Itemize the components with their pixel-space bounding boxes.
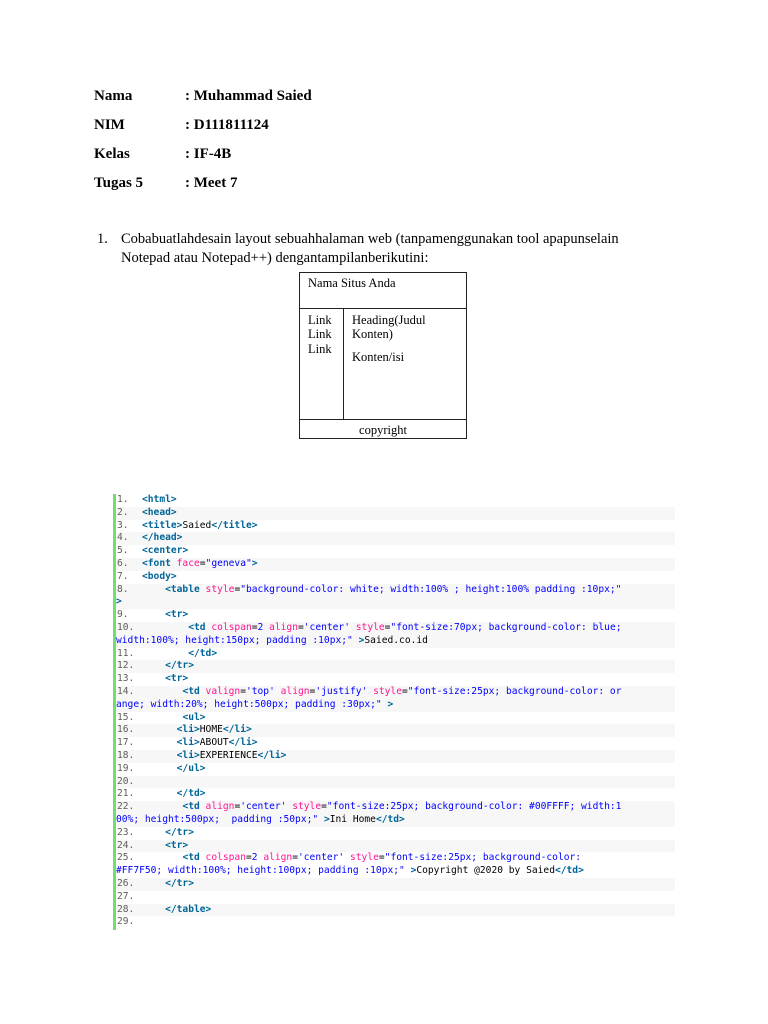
info-value-nama: : Muhammad Saied [185,88,312,104]
code-token: <tr> [165,839,189,851]
layout-figure-main [352,313,462,364]
code-token: <td [182,801,206,813]
code-token: = [240,686,246,697]
code-token: <table [165,583,206,595]
code-line [116,891,675,904]
code-line [116,520,675,533]
code-token: <td [188,622,212,633]
code-token: valign [205,686,241,697]
code-token [142,712,182,723]
code-token: align [269,622,298,633]
code-token: style [373,686,402,697]
question-text [121,230,641,268]
code-text [142,545,188,558]
code-token: <ul> [182,711,206,723]
code-line [116,673,675,686]
code-token: </title> [211,519,258,531]
code-text [142,878,194,891]
code-token: colspan [205,852,246,864]
code-token: = [251,622,258,633]
code-token: style [205,583,235,595]
code-line [116,507,675,520]
line-number: 15. [117,711,135,723]
code-token: Saied.co.id [364,634,428,646]
code-token: 2 [251,852,258,864]
line-number: 3. [117,519,129,531]
line-number: 4. [117,532,129,544]
info-value-kelas: : IF-4B [185,146,232,162]
code-token [142,673,165,684]
code-token: <html> [142,494,177,505]
code-token: </tr> [165,878,194,889]
code-text [142,763,206,776]
code-token: </li> [257,750,287,761]
code-line [116,737,675,750]
code-token: "geneva" [205,558,252,569]
code-token [142,763,177,774]
code-token: EXPERIENCE [199,750,258,761]
line-number: 29. [117,916,135,928]
code-token: > [387,698,394,710]
code-line [116,712,675,725]
line-number: 6. [117,558,129,569]
code-token: <li> [176,750,200,761]
code-token: > [116,596,122,608]
code-token: 'center' [303,622,350,633]
code-line [116,584,675,610]
code-token: </li> [228,737,258,749]
layout-figure-header-text: Nama Situs Anda [308,276,396,290]
question-line-1: Cobabuatlahdesain layout sebuahhalaman web (tanpamenggunakan tool apapunselain [121,231,619,247]
line-number: 17. [117,737,135,749]
info-value-nim: : D111811124 [185,117,269,133]
code-token: = [298,622,304,633]
code-line [116,916,675,929]
code-text [116,622,673,648]
code-text [116,852,673,878]
line-number: 24. [117,839,135,851]
code-token: </tr> [165,826,194,838]
code-text [142,494,177,507]
code-token: = [321,801,327,813]
code-token: style [292,801,322,813]
code-line [116,904,675,917]
code-line [116,494,675,507]
code-token: align [280,686,310,697]
code-token [142,660,165,671]
code-token [142,737,177,748]
code-token: > [251,558,258,569]
code-token: Saied [182,519,212,531]
code-token: </td> [375,813,405,825]
code-token: = [234,583,241,595]
code-token [142,750,177,761]
code-token [142,840,165,851]
code-token: style [355,622,385,633]
code-line [116,558,675,571]
code-token: 'center' [240,801,287,813]
line-number: 11. [117,647,135,659]
code-token: "font-size:25px; background-color: #FF7F50; width:100%; height:100px; padding :10px;" [116,852,582,877]
code-token: = [245,852,252,864]
line-number: 9. [117,609,129,621]
code-line [116,763,675,776]
code-line [116,571,675,584]
code-token [142,878,165,889]
info-value-tugas: : Meet 7 [185,175,238,191]
code-token: = [309,686,316,697]
code-token: 'top' [245,686,275,697]
line-number: 13. [117,673,135,685]
line-number: 1. [117,494,129,505]
code-token [142,852,182,863]
code-token: > [323,813,330,825]
code-text [142,571,177,584]
code-text [142,660,194,673]
code-token: <head> [142,506,177,518]
code-line [116,750,675,763]
code-text [142,840,188,853]
line-number: 25. [117,852,135,864]
code-token [142,622,188,633]
line-number: 21. [117,788,135,800]
line-number: 23. [117,826,135,838]
code-token: HOME [199,724,223,736]
code-token: align [263,852,293,864]
layout-figure-heading-2: Konten) [352,327,393,341]
code-text [142,648,217,661]
code-token: <tr> [165,673,189,685]
code-token: 'justify' [315,686,368,697]
code-token: > [358,634,365,646]
code-token: = [234,801,241,813]
code-text [142,750,286,763]
code-token: "font-size:25px; background-color: or ange; width:20%; height:500px; padding :30px;" [116,686,622,710]
line-number: 10. [117,622,135,633]
code-token: </tr> [165,660,194,672]
code-token: ABOUT [199,737,229,749]
code-line [116,532,675,545]
line-number: 14. [117,686,135,697]
code-token [142,801,182,812]
line-number: 20. [117,775,135,787]
info-label-kelas: Kelas [94,146,130,162]
code-token: </td> [554,865,584,877]
layout-figure-link: Link [308,313,332,327]
code-line [116,878,675,891]
code-token: <center> [142,545,189,557]
code-token: <tr> [165,609,189,621]
code-text [142,788,206,801]
line-number: 28. [117,903,135,915]
code-text [142,712,206,725]
code-token: </td> [176,788,206,800]
code-token: <td [182,686,206,697]
code-text [142,673,188,686]
code-line [116,776,675,789]
layout-figure [299,272,467,439]
question-number: 1. [97,231,108,247]
code-token: style [350,852,379,864]
code-token [142,788,177,799]
code-token: = [199,558,206,569]
code-token: <font [142,558,177,569]
layout-figure-heading: Heading(Judul [352,313,426,327]
code-token: <li> [176,737,200,749]
code-line [116,840,675,853]
code-token: 'center' [298,852,345,864]
line-number: 27. [117,890,135,902]
code-token [621,584,627,595]
layout-figure-content: Konten/isi [352,350,405,364]
line-number: 7. [117,570,129,582]
code-text [142,507,177,520]
code-token: Ini Home [329,813,376,825]
code-token: Copyright @2020 by Saied [416,865,555,877]
code-text [116,686,673,712]
code-token: <title> [142,519,183,531]
code-token: </td> [188,647,218,659]
line-number: 16. [117,724,135,736]
code-text [142,737,258,750]
code-token: </table> [165,903,212,915]
info-label-nama: Nama [94,88,133,104]
code-text [142,520,258,533]
code-token [142,609,165,620]
line-number: 26. [117,878,135,889]
code-token [142,686,182,697]
code-text [142,532,182,545]
code-text [142,827,194,840]
line-number: 5. [117,545,129,557]
code-text [142,904,211,917]
line-number: 22. [117,801,135,813]
layout-figure-sidebar [300,309,344,419]
code-token [142,724,177,735]
info-label-tugas: Tugas 5 [94,175,144,191]
code-line [116,609,675,622]
code-token [142,648,188,659]
code-token: <body> [142,570,177,582]
code-token: = [378,852,385,864]
code-token: <li> [176,724,200,736]
line-number: 19. [117,762,135,774]
code-line [116,827,675,840]
code-token: <td [182,852,206,864]
code-token: = [292,852,298,864]
code-line [116,622,675,648]
line-number: 12. [117,660,135,672]
code-token: </head> [142,532,183,544]
code-text [116,584,673,610]
code-token: = [384,622,391,633]
code-token: "font-size:70px; background-color: blue; width:100%; height:150px; padding :10px;" [116,622,622,646]
code-token [142,584,165,595]
code-text [116,801,673,827]
code-text [142,558,258,571]
layout-figure-header [300,273,466,309]
code-token: "background-color: white; width:100% ; height:100% padding :10px;" [240,583,622,595]
code-token: > [410,865,417,877]
code-line [116,648,675,661]
code-token: colspan [211,622,252,633]
layout-figure-link: Link [308,342,332,356]
code-line [116,545,675,558]
code-line [116,852,675,878]
layout-figure-footer-text: copyright [359,423,407,437]
code-text [142,724,252,737]
line-number: 18. [117,750,135,761]
code-token [142,904,165,915]
code-line [116,686,675,712]
line-number: 2. [117,506,129,518]
code-token: </ul> [176,762,206,774]
layout-figure-footer [300,419,466,439]
code-line [116,660,675,673]
code-token: 2 [257,622,264,633]
code-line [116,724,675,737]
line-number: 8. [117,583,129,595]
code-token: = [401,686,408,697]
code-token [142,827,165,838]
code-token: align [205,801,235,813]
code-token: face [176,558,200,569]
code-token: "font-size:25px; background-color: #00FFFF; width:1 00%; height:500px; padding :50px;" [116,801,622,825]
code-line [116,788,675,801]
code-text [142,609,188,622]
code-token: </li> [222,724,252,736]
info-label-nim: NIM [94,117,125,133]
layout-figure-link: Link [308,327,332,341]
question-line-2: Notepad atau Notepad++) dengantampilanberikutini: [121,250,429,266]
code-line [116,801,675,827]
code-listing [113,494,675,930]
